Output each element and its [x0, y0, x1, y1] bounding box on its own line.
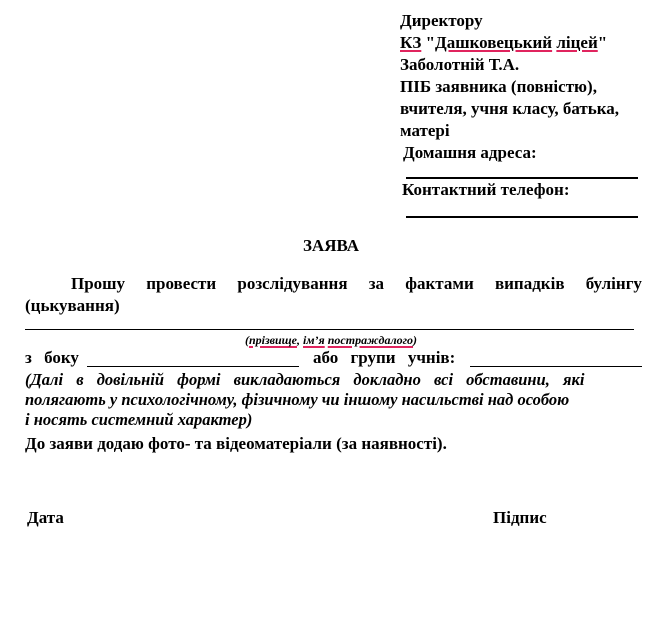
spellcheck-word: Дашковецький	[435, 33, 553, 52]
by-blank-line[interactable]	[87, 366, 299, 367]
addressee-name: Заболотній Т.А.	[400, 55, 520, 74]
addressee-block	[400, 10, 662, 164]
spellcheck-word: постраждалого	[327, 333, 414, 347]
spellcheck-word: ім’я	[303, 333, 325, 347]
group-label: або групи учнів:	[313, 348, 456, 367]
home-address-blank-line[interactable]	[406, 177, 638, 179]
date-label: Дата	[27, 508, 64, 527]
instructions-line: полягають у психологічному, фізичному чи іншому насильстві над особою	[25, 390, 570, 409]
addressee-position: Директору	[400, 11, 483, 30]
victim-name-blank-line[interactable]	[25, 329, 634, 330]
victim-name-caption: (прізвище, ім’я постраждалого)	[244, 333, 418, 347]
instructions-block	[25, 370, 642, 430]
addressee-institution: КЗ "Дашковецький ліцей"	[400, 33, 608, 52]
applicant-name-label: ПІБ заявника (повністю),	[400, 77, 597, 96]
phone-blank-line[interactable]	[406, 216, 638, 218]
spellcheck-word: прізвище	[248, 333, 297, 347]
spellcheck-word: КЗ	[400, 33, 422, 52]
instructions-line: і носять системний характер)	[25, 410, 253, 429]
attachments-note: До заяви додаю фото- та відеоматеріали (за наявності).	[25, 434, 447, 453]
document-title: ЗАЯВА	[302, 236, 360, 255]
phone-label: Контактний телефон:	[402, 180, 570, 199]
spellcheck-word: ліцей	[556, 33, 598, 52]
applicant-role-label: вчителя, учня класу, батька,	[400, 99, 620, 118]
signature-label: Підпис	[493, 508, 547, 527]
by-label: з боку	[25, 348, 79, 367]
group-blank-line[interactable]	[470, 366, 642, 367]
instructions-line: (Далі в довільній формі викладаються докладно всі обставини, які	[25, 370, 585, 389]
request-paragraph	[25, 273, 642, 317]
request-line-1: Прошу провести розслідування за фактами випадків булінгу	[71, 274, 642, 293]
home-address-label: Домашня адреса:	[403, 143, 537, 162]
request-line-2: (цькування)	[25, 296, 120, 315]
applicant-role-label-cont: матері	[400, 121, 450, 140]
